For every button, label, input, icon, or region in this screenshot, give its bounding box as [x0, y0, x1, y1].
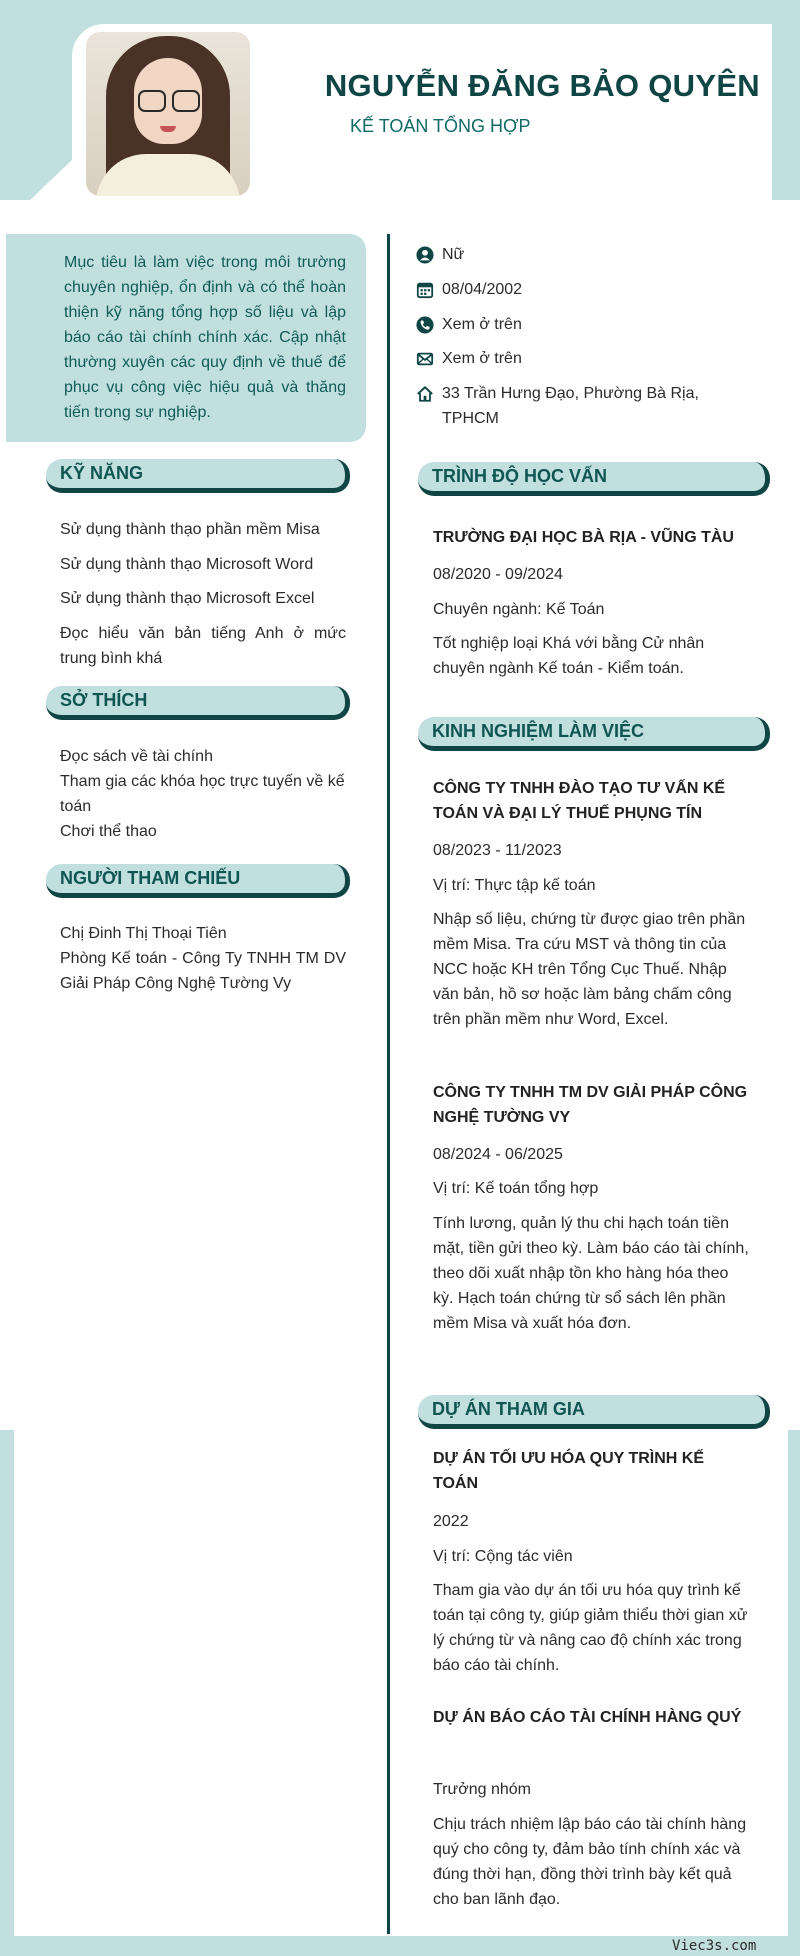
- job-description: Tính lương, quản lý thu chi hạch toán tiền mặt, tiền gửi theo kỳ. Làm báo cáo tài chính, theo dõi xuất nhập tồn kho hàng hóa theo kỳ. Hạch toán chứng từ sổ sách lên phần mềm Misa và xuất hóa đơn.: [433, 1215, 749, 1332]
- candidate-name: NGUYỄN ĐĂNG BẢO QUYÊN: [324, 68, 760, 103]
- project-year: 2022: [433, 1513, 469, 1530]
- hobby-item: Tham gia các khóa học trực tuyến về kế toán: [60, 773, 345, 815]
- job-company: CÔNG TY TNHH TM DV GIẢI PHÁP CÔNG NGHỆ TƯỜNG VY: [433, 1084, 748, 1126]
- info-email: [416, 346, 756, 371]
- job-title: KẾ TOÁN TỔNG HỢP: [350, 116, 531, 136]
- references-heading: NGƯỜI THAM CHIẾU: [46, 864, 350, 898]
- profile-photo: [86, 32, 250, 196]
- skill-item: Đọc hiểu văn bản tiếng Anh ở mức trung bình khá: [60, 625, 346, 667]
- job-position: Vị trí: Kế toán tổng hợp: [433, 1180, 599, 1197]
- address-value: 33 Trần Hưng Đạo, Phường Bà Rịa, TPHCM: [442, 385, 699, 427]
- frame-right-border: [788, 1430, 800, 1956]
- project-name: DỰ ÁN BÁO CÁO TÀI CHÍNH HÀNG QUÝ: [433, 1709, 742, 1726]
- reference-detail: Phòng Kế toán - Công Ty TNHH TM DV Giải Pháp Công Nghệ Tường Vy: [60, 950, 346, 992]
- mail-icon: [416, 346, 442, 371]
- skill-item: Sử dụng thành thạo phần mềm Misa: [60, 521, 320, 538]
- info-birthday: [416, 277, 756, 302]
- job-period: 08/2024 - 06/2025: [433, 1146, 563, 1163]
- watermark: Viec3s.com: [672, 1938, 757, 1954]
- projects-heading: DỰ ÁN THAM GIA: [418, 1395, 770, 1429]
- header-notch: [30, 160, 72, 200]
- column-divider: [387, 234, 390, 1934]
- skill-item: Sử dụng thành thạo Microsoft Word: [60, 556, 314, 573]
- education-period: 08/2020 - 09/2024: [433, 566, 563, 583]
- birthday-value: 08/04/2002: [442, 281, 523, 298]
- hobby-item: Đọc sách về tài chính: [60, 748, 213, 765]
- calendar-icon: [416, 277, 442, 302]
- job-company: CÔNG TY TNHH ĐÀO TẠO TƯ VẤN KẾ TOÁN VÀ ĐẠI LÝ THUẾ PHỤNG TÍN: [433, 780, 726, 822]
- education-heading: TRÌNH ĐỘ HỌC VẤN: [418, 462, 770, 496]
- info-gender: [416, 242, 756, 267]
- education-major: Chuyên ngành: Kế Toán: [433, 601, 605, 618]
- job-period: 08/2023 - 11/2023: [433, 842, 562, 859]
- project-role: Vị trí: Cộng tác viên: [433, 1548, 573, 1565]
- email-value: Xem ở trên: [442, 350, 522, 367]
- info-phone: [416, 312, 756, 337]
- project-name: DỰ ÁN TỐI ƯU HÓA QUY TRÌNH KẾ TOÁN: [433, 1450, 704, 1492]
- project-description: Chịu trách nhiệm lập báo cáo tài chính hàng quý cho công ty, đảm bảo tính chính xác và đúng thời hạn, đồng thời trình bày kết quả cho ban lãnh đạo.: [433, 1816, 747, 1908]
- home-icon: [416, 381, 442, 406]
- project-description: Tham gia vào dự án tối ưu hóa quy trình kế toán tại công ty, giúp giảm thiểu thời gian xử lý chứng từ và nâng cao độ chính xác trong báo cáo tài chính.: [433, 1582, 748, 1674]
- hobby-item: Chơi thể thao: [60, 823, 157, 840]
- project-role: Trưởng nhóm: [433, 1781, 531, 1798]
- hobbies-heading: SỞ THÍCH: [46, 686, 350, 720]
- job-position: Vị trí: Thực tập kế toán: [433, 877, 596, 894]
- reference-name: Chị Đinh Thị Thoại Tiên: [60, 925, 227, 942]
- gender-value: Nữ: [442, 246, 465, 263]
- career-objective: Mục tiêu là làm việc trong môi trường chuyên nghiệp, ổn định và có thể hoàn thiện kỹ năng tổng hợp số liệu và lập báo cáo tài chính chính xác. Cập nhật thường xuyên các quy định về thuế để phục vụ công việc hiệu quả và thăng tiến trong sự nghiệp.: [6, 234, 366, 442]
- frame-left-border: [0, 1430, 14, 1956]
- phone-icon: [416, 312, 442, 337]
- phone-value: Xem ở trên: [442, 316, 522, 333]
- education-note: Tốt nghiệp loại Khá với bằng Cử nhân chuyên ngành Kế toán - Kiểm toán.: [433, 635, 705, 677]
- info-address: [416, 381, 756, 431]
- skill-item: Sử dụng thành thạo Microsoft Excel: [60, 590, 315, 607]
- experience-heading: KINH NGHIỆM LÀM VIỆC: [418, 717, 770, 751]
- job-description: Nhập số liệu, chứng từ được giao trên phần mềm Misa. Tra cứu MST và thông tin của NCC hoặc KH trên Tổng Cục Thuế. Nhập văn bản, hồ sơ hoặc làm bảng chấm công trên phần mềm như Word, Excel.: [433, 911, 746, 1028]
- school-name: TRƯỜNG ĐẠI HỌC BÀ RỊA - VŨNG TÀU: [433, 529, 734, 546]
- person-icon: [416, 242, 442, 267]
- skills-heading: KỸ NĂNG: [46, 459, 350, 493]
